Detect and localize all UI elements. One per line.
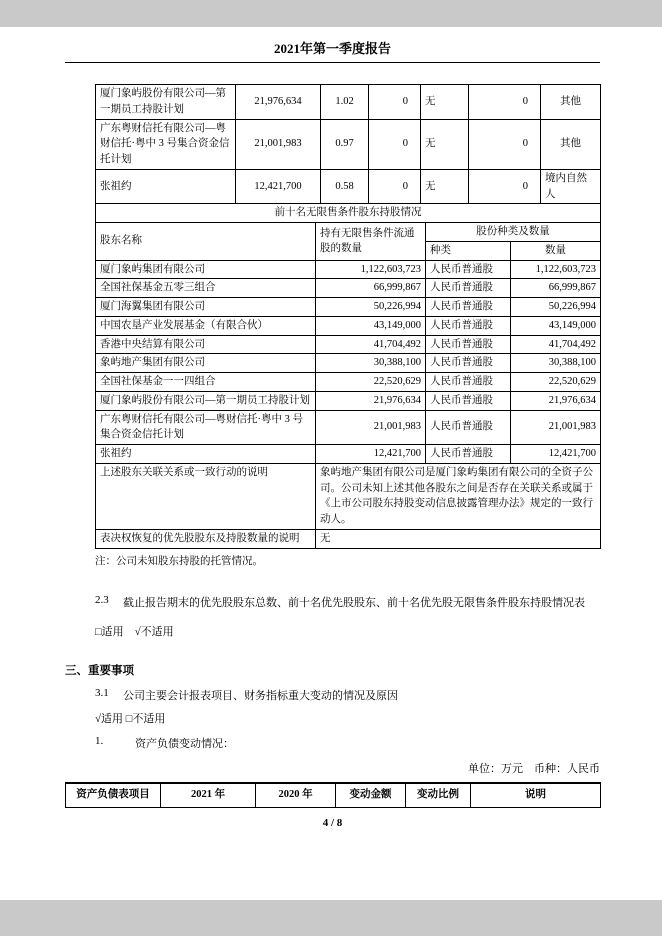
item-1-text: 资产负债变动情况：: [135, 737, 234, 750]
pledge-status-cell: 无: [421, 119, 469, 169]
unrestricted-shares-cell: 41,704,492: [316, 335, 426, 354]
section-2-3-number: 2.3: [95, 593, 109, 606]
share-qty-cell: 41,704,492: [511, 335, 601, 354]
item-1: [95, 735, 600, 751]
share-kind-cell: 人民币普通股: [426, 335, 511, 354]
share-kind-cell: 人民币普通股: [426, 298, 511, 317]
restricted-shares-cell: 0: [369, 85, 421, 120]
shareholder-name-cell: 全国社保基金一一四组合: [96, 373, 316, 392]
shareholder-type-cell: 其他: [541, 85, 601, 120]
share-kind-cell: 人民币普通股: [426, 260, 511, 279]
unrestricted-shares-cell: 21,001,983: [316, 410, 426, 445]
table-row: [96, 260, 601, 279]
section-2-3: [95, 594, 600, 610]
shareholder-type-cell: 境内自然人: [541, 169, 601, 204]
section-2-3-applicability: □适用 √不适用: [95, 625, 174, 638]
shareholder-name-cell: 广东粤财信托有限公司—粤财信托·粤中 3 号集合资金信托计划: [96, 410, 316, 445]
shareholder-name-cell: 张祖约: [96, 445, 316, 464]
unrestricted-shares-cell: 21,976,634: [316, 391, 426, 410]
top-shareholders-table-continuation: [95, 84, 601, 204]
shares-cell: 21,001,983: [236, 119, 321, 169]
table-row: [96, 391, 601, 410]
preferred-row: [96, 529, 601, 548]
col-header-explanation: 说明: [471, 783, 601, 808]
unrestricted-shares-cell: 30,388,100: [316, 354, 426, 373]
shareholder-name-cell: 中国农垦产业发展基金（有限合伙）: [96, 316, 316, 335]
preferred-label-cell: 表决权恢复的优先股股东及持股数量的说明: [96, 529, 316, 548]
col-header-shareholder-name: 股东名称: [96, 223, 316, 261]
col-header-share-qty: 数量: [511, 241, 601, 260]
pledge-count-cell: 0: [469, 85, 541, 120]
section-title: 前十名无限售条件股东持股情况: [96, 204, 601, 223]
report-page: [0, 27, 662, 900]
unrestricted-shares-cell: 22,520,629: [316, 373, 426, 392]
table-row: [96, 298, 601, 317]
preferred-text-cell: 无: [316, 529, 601, 548]
ratio-cell: 0.58: [321, 169, 369, 204]
shareholder-name-cell: 厦门海翼集团有限公司: [96, 298, 316, 317]
restricted-shares-cell: 0: [369, 119, 421, 169]
relation-label-cell: 上述股东关联关系或一致行动的说明: [96, 463, 316, 529]
shareholder-name-cell: 广东粤财信托有限公司—粤财信托·粤中 3 号集合资金信托计划: [96, 119, 236, 169]
shareholder-name-cell: 张祖约: [96, 169, 236, 204]
unit-currency-line: 单位：万元 币种：人民币: [468, 762, 600, 775]
balance-sheet-change-table: [65, 782, 601, 808]
pledge-count-cell: 0: [469, 169, 541, 204]
shareholder-name-cell: 香港中央结算有限公司: [96, 335, 316, 354]
share-kind-cell: 人民币普通股: [426, 410, 511, 445]
unrestricted-shares-cell: 50,226,994: [316, 298, 426, 317]
item-1-number: 1.: [95, 734, 104, 747]
table-row: [96, 445, 601, 464]
relation-text-cell: 象屿地产集团有限公司是厦门象屿集团有限公司的全资子公司。公司未知上述其他各股东之间是否存在关联关系或属于《上市公司股东持股变动信息披露管理办法》规定的一致行动人。: [316, 463, 601, 529]
header-row: [66, 783, 601, 808]
col-header-change-amount: 变动金额: [336, 783, 406, 808]
section-3-heading: 三、重要事项: [65, 664, 134, 677]
shares-cell: 21,976,634: [236, 85, 321, 120]
share-qty-cell: 50,226,994: [511, 298, 601, 317]
report-title: 2021年第一季度报告: [65, 33, 600, 63]
shareholder-name-cell: 厦门象屿股份有限公司—第一期员工持股计划: [96, 391, 316, 410]
section-3-1: [95, 687, 600, 703]
viewer-bottom-margin: [0, 900, 662, 936]
page-number: 4 / 8: [322, 816, 343, 829]
table-row: [96, 316, 601, 335]
unrestricted-shares-cell: 12,421,700: [316, 445, 426, 464]
table-row: [96, 354, 601, 373]
share-qty-cell: 43,149,000: [511, 316, 601, 335]
shares-cell: 12,421,700: [236, 169, 321, 204]
section-3-1-text: 公司主要会计报表项目、财务指标重大变动的情况及原因: [123, 689, 398, 702]
restricted-shares-cell: 0: [369, 169, 421, 204]
unrestricted-shareholders-table: [95, 203, 601, 548]
share-qty-cell: 1,122,603,723: [511, 260, 601, 279]
col-header-balance-item: 资产负债表项目: [66, 783, 161, 808]
table-row: [96, 373, 601, 392]
shareholder-name-cell: 象屿地产集团有限公司: [96, 354, 316, 373]
section-3-1-applicability: √适用 □不适用: [95, 712, 166, 725]
share-qty-cell: 12,421,700: [511, 445, 601, 464]
pledge-status-cell: 无: [421, 85, 469, 120]
table-row: [96, 169, 601, 204]
table-row: [96, 85, 601, 120]
relation-row: [96, 463, 601, 529]
share-qty-cell: 30,388,100: [511, 354, 601, 373]
header-row: [96, 223, 601, 242]
table-row: [96, 119, 601, 169]
col-header-unrestricted-shares: 持有无限售条件流通股的数量: [316, 223, 426, 261]
pledge-count-cell: 0: [469, 119, 541, 169]
table-row: [96, 279, 601, 298]
pledge-status-cell: 无: [421, 169, 469, 204]
shareholder-name-cell: 厦门象屿股份有限公司—第一期员工持股计划: [96, 85, 236, 120]
table-row: [96, 410, 601, 445]
share-qty-cell: 21,001,983: [511, 410, 601, 445]
share-kind-cell: 人民币普通股: [426, 391, 511, 410]
unrestricted-shares-cell: 1,122,603,723: [316, 260, 426, 279]
share-qty-cell: 66,999,867: [511, 279, 601, 298]
shareholder-name-cell: 厦门象屿集团有限公司: [96, 260, 316, 279]
share-kind-cell: 人民币普通股: [426, 445, 511, 464]
section-title-row: [96, 204, 601, 223]
table-row: [96, 335, 601, 354]
share-qty-cell: 21,976,634: [511, 391, 601, 410]
share-qty-cell: 22,520,629: [511, 373, 601, 392]
share-kind-cell: 人民币普通股: [426, 316, 511, 335]
unrestricted-shares-cell: 66,999,867: [316, 279, 426, 298]
section-3-1-number: 3.1: [95, 686, 109, 699]
ratio-cell: 1.02: [321, 85, 369, 120]
shareholder-type-cell: 其他: [541, 119, 601, 169]
custody-note: 注：公司未知股东持股的托管情况。: [95, 555, 263, 567]
share-kind-cell: 人民币普通股: [426, 354, 511, 373]
viewer-top-margin: [0, 0, 662, 27]
share-kind-cell: 人民币普通股: [426, 373, 511, 392]
col-header-change-ratio: 变动比例: [406, 783, 471, 808]
shareholder-name-cell: 全国社保基金五零三组合: [96, 279, 316, 298]
col-header-share-type-and-qty: 股份种类及数量: [426, 223, 601, 242]
ratio-cell: 0.97: [321, 119, 369, 169]
share-kind-cell: 人民币普通股: [426, 279, 511, 298]
col-header-share-kind: 种类: [426, 241, 511, 260]
section-2-3-text: 截止报告期末的优先股股东总数、前十名优先股股东、前十名优先股无限售条件股东持股情况表: [123, 596, 585, 609]
col-header-2020: 2020 年: [256, 783, 336, 808]
col-header-2021: 2021 年: [161, 783, 256, 808]
unrestricted-shares-cell: 43,149,000: [316, 316, 426, 335]
